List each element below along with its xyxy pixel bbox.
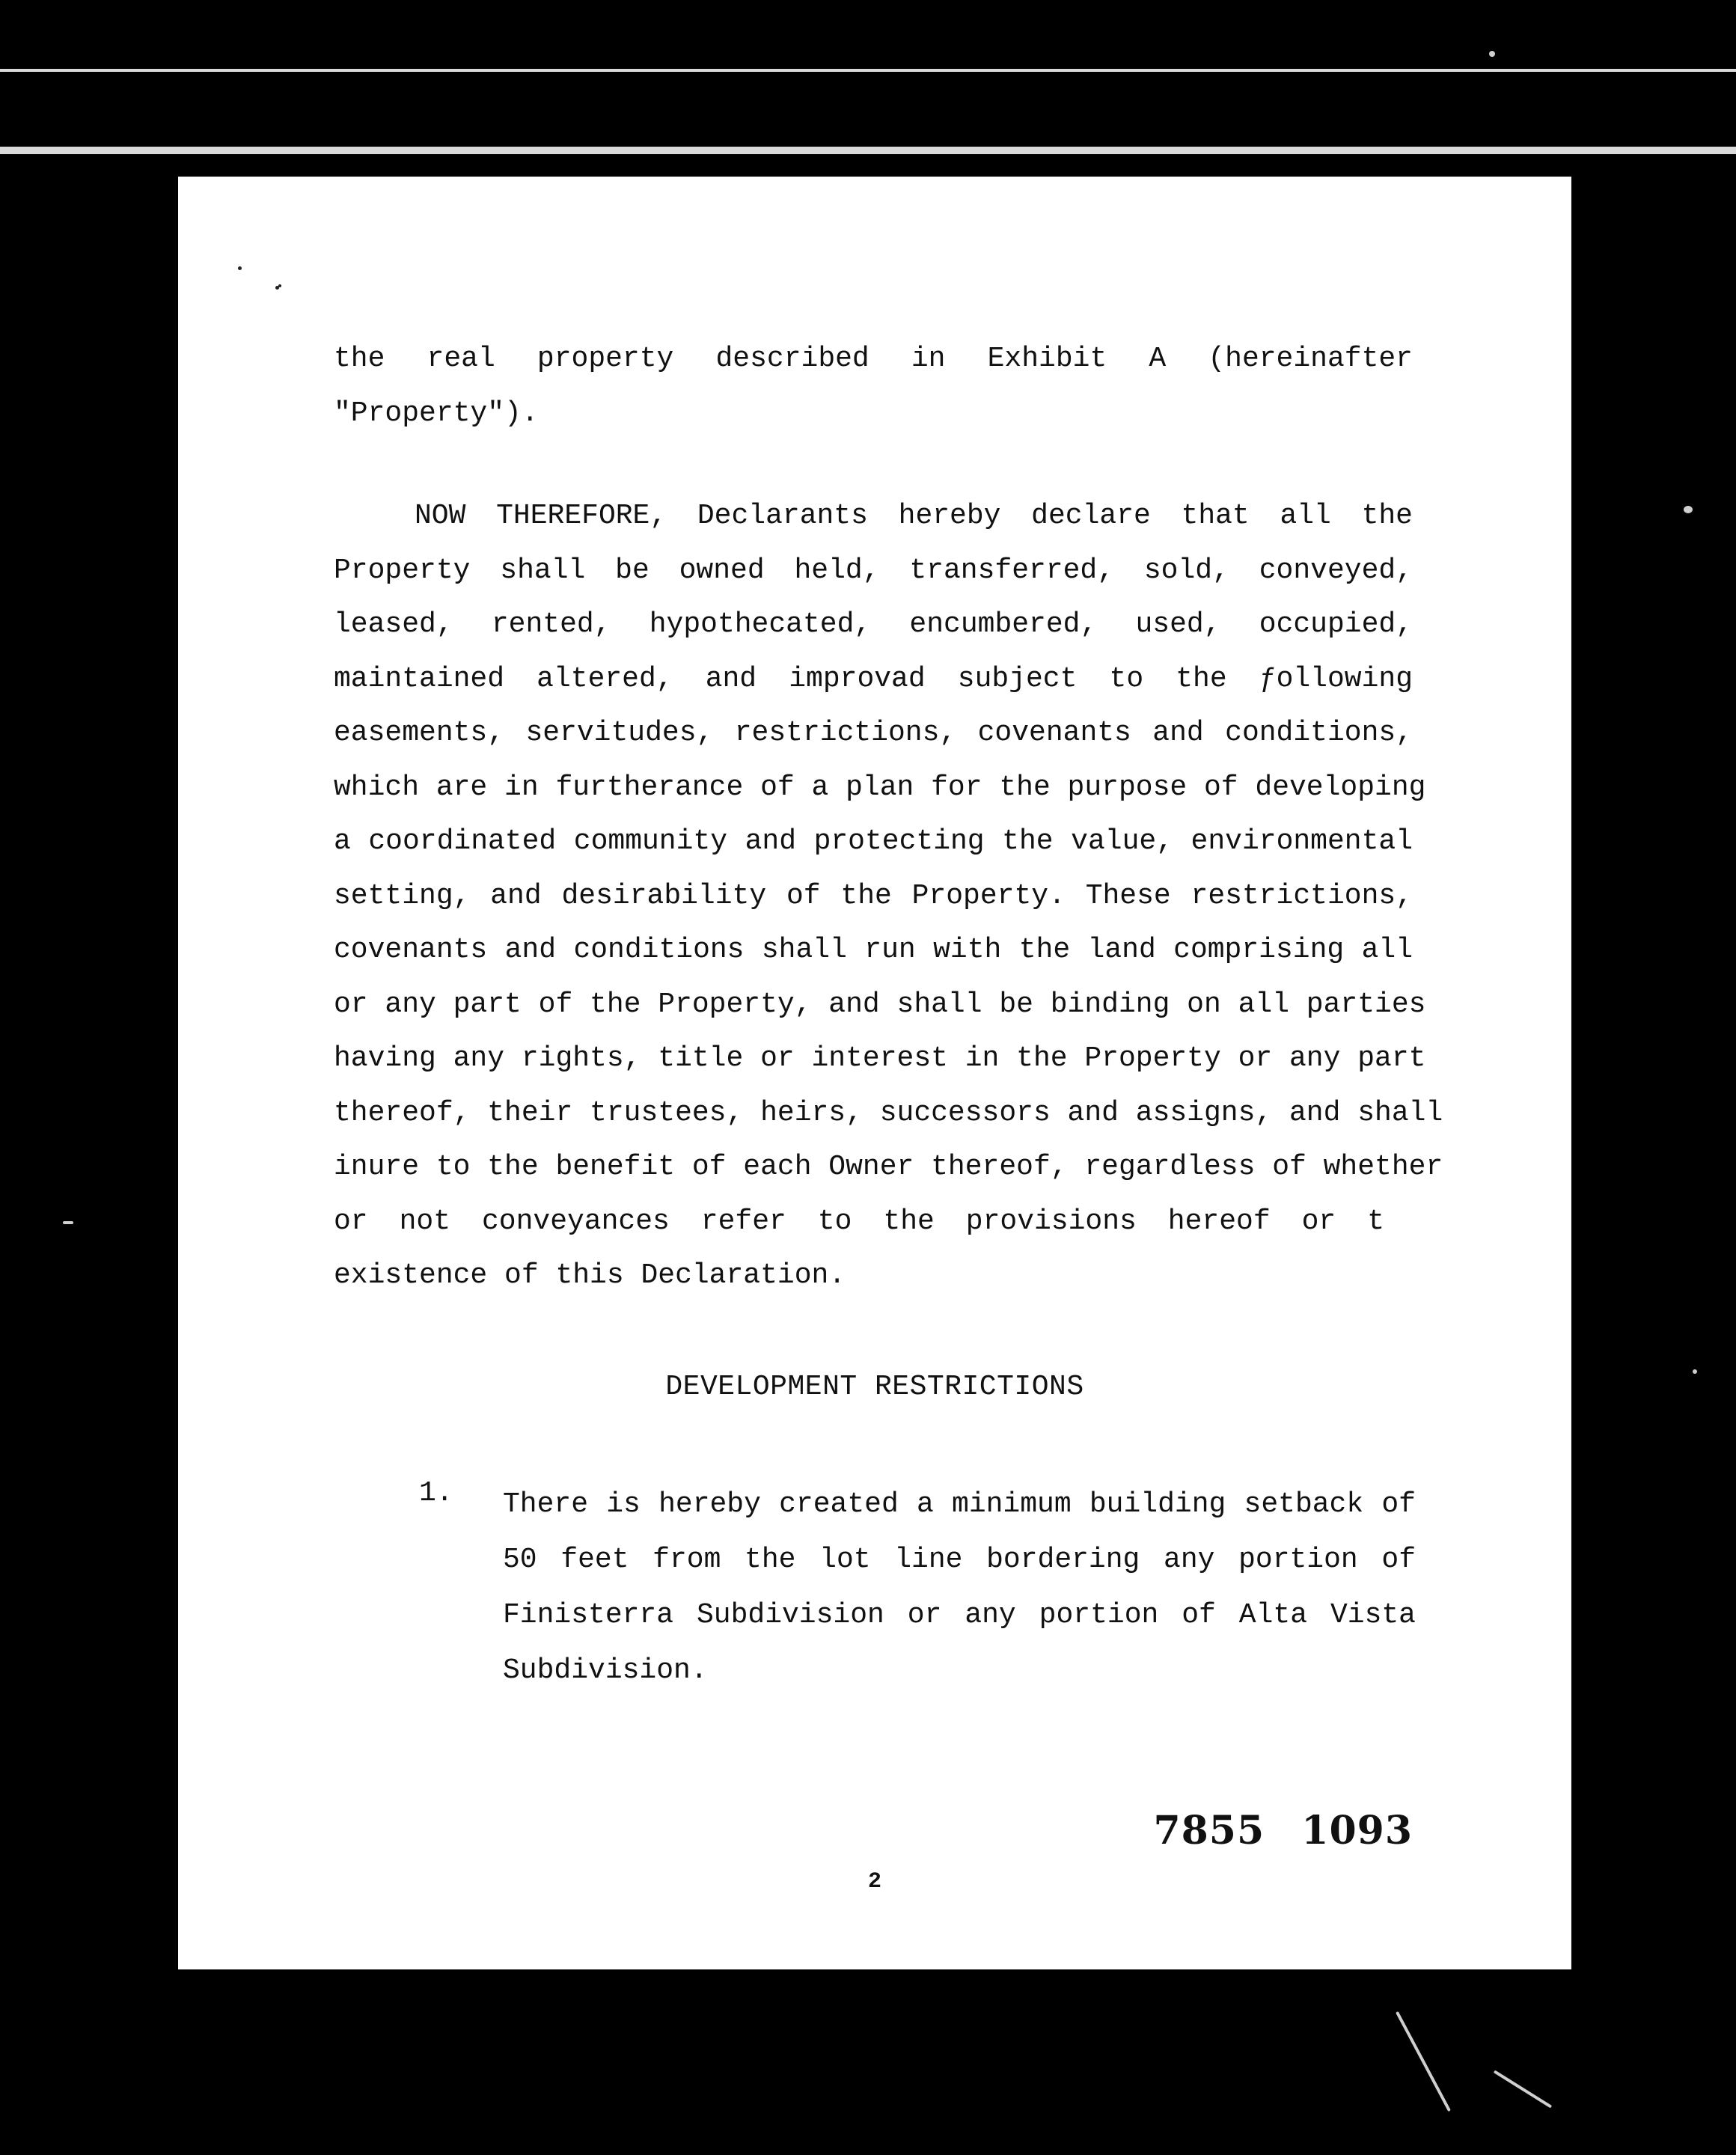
scan-speck [63,1221,73,1224]
list-item-number: 1. [419,1477,453,1509]
text-line: setting, and desirability of the Property. These restrictions, [334,879,1413,912]
text-line: thereof, their trustees, heirs, successors and assigns, and shall [334,1096,1443,1129]
text-line: having any rights, title or interest in the Property or any part [334,1042,1426,1075]
opening-paragraph [334,332,1413,441]
text-line: 50 feet from the lot line bordering any portion of [503,1544,1416,1576]
text-line: There is hereby created a minimum building setback of [503,1488,1416,1520]
text-line: existence of this Declaration. [334,1259,846,1292]
scan-speck [1489,51,1495,57]
text-line: Finisterra Subdivision or any portion of Alta Vista [503,1599,1416,1631]
scan-edge-line-bottom [0,147,1736,154]
text-line: "Property"). [334,397,539,430]
text-line: NOW THEREFORE, Declarants hereby declare that all the [415,500,1413,532]
text-line: Subdivision. [503,1654,708,1687]
document-page [178,177,1571,1969]
list-item-text [503,1477,1416,1699]
text-line: or not conveyances refer to the provisions hereof or t [334,1205,1384,1238]
declaration-paragraph [334,489,1443,1303]
text-line: Property shall be owned held, transferred, sold, conveyed, [334,554,1413,587]
scan-speck [1396,2011,1451,2112]
text-line: leased, rented, hypothecated, encumbered, used, occupied, [334,608,1413,641]
text-line: or any part of the Property, and shall be binding on all parties [334,988,1426,1021]
text-line: easements, servitudes, restrictions, covenants and conditions, [334,717,1413,749]
scan-speck [1684,506,1693,513]
page-number: 2 [867,1869,881,1895]
text-line: covenants and conditions shall run with the land comprising all [334,934,1413,966]
scan-speck [1693,1369,1697,1374]
page-speck [278,284,281,287]
text-line: which are in furtherance of a plan for the purpose of developing [334,771,1426,804]
section-heading: DEVELOPMENT RESTRICTIONS [665,1371,1084,1403]
text-line: maintained altered, and improvad subject to the ƒollowing [334,662,1413,695]
scan-edge-line-top [0,69,1736,72]
book-page-stamp: 7855 1093 [1153,1808,1413,1853]
text-line: inure to the benefit of each Owner thereof, regardless of whether [334,1151,1443,1183]
text-line: the real property described in Exhibit A (hereinafter [334,343,1413,375]
text-line: a coordinated community and protecting the value, environmental [334,825,1413,858]
scan-speck [1494,2070,1552,2108]
page-speck [238,266,242,270]
